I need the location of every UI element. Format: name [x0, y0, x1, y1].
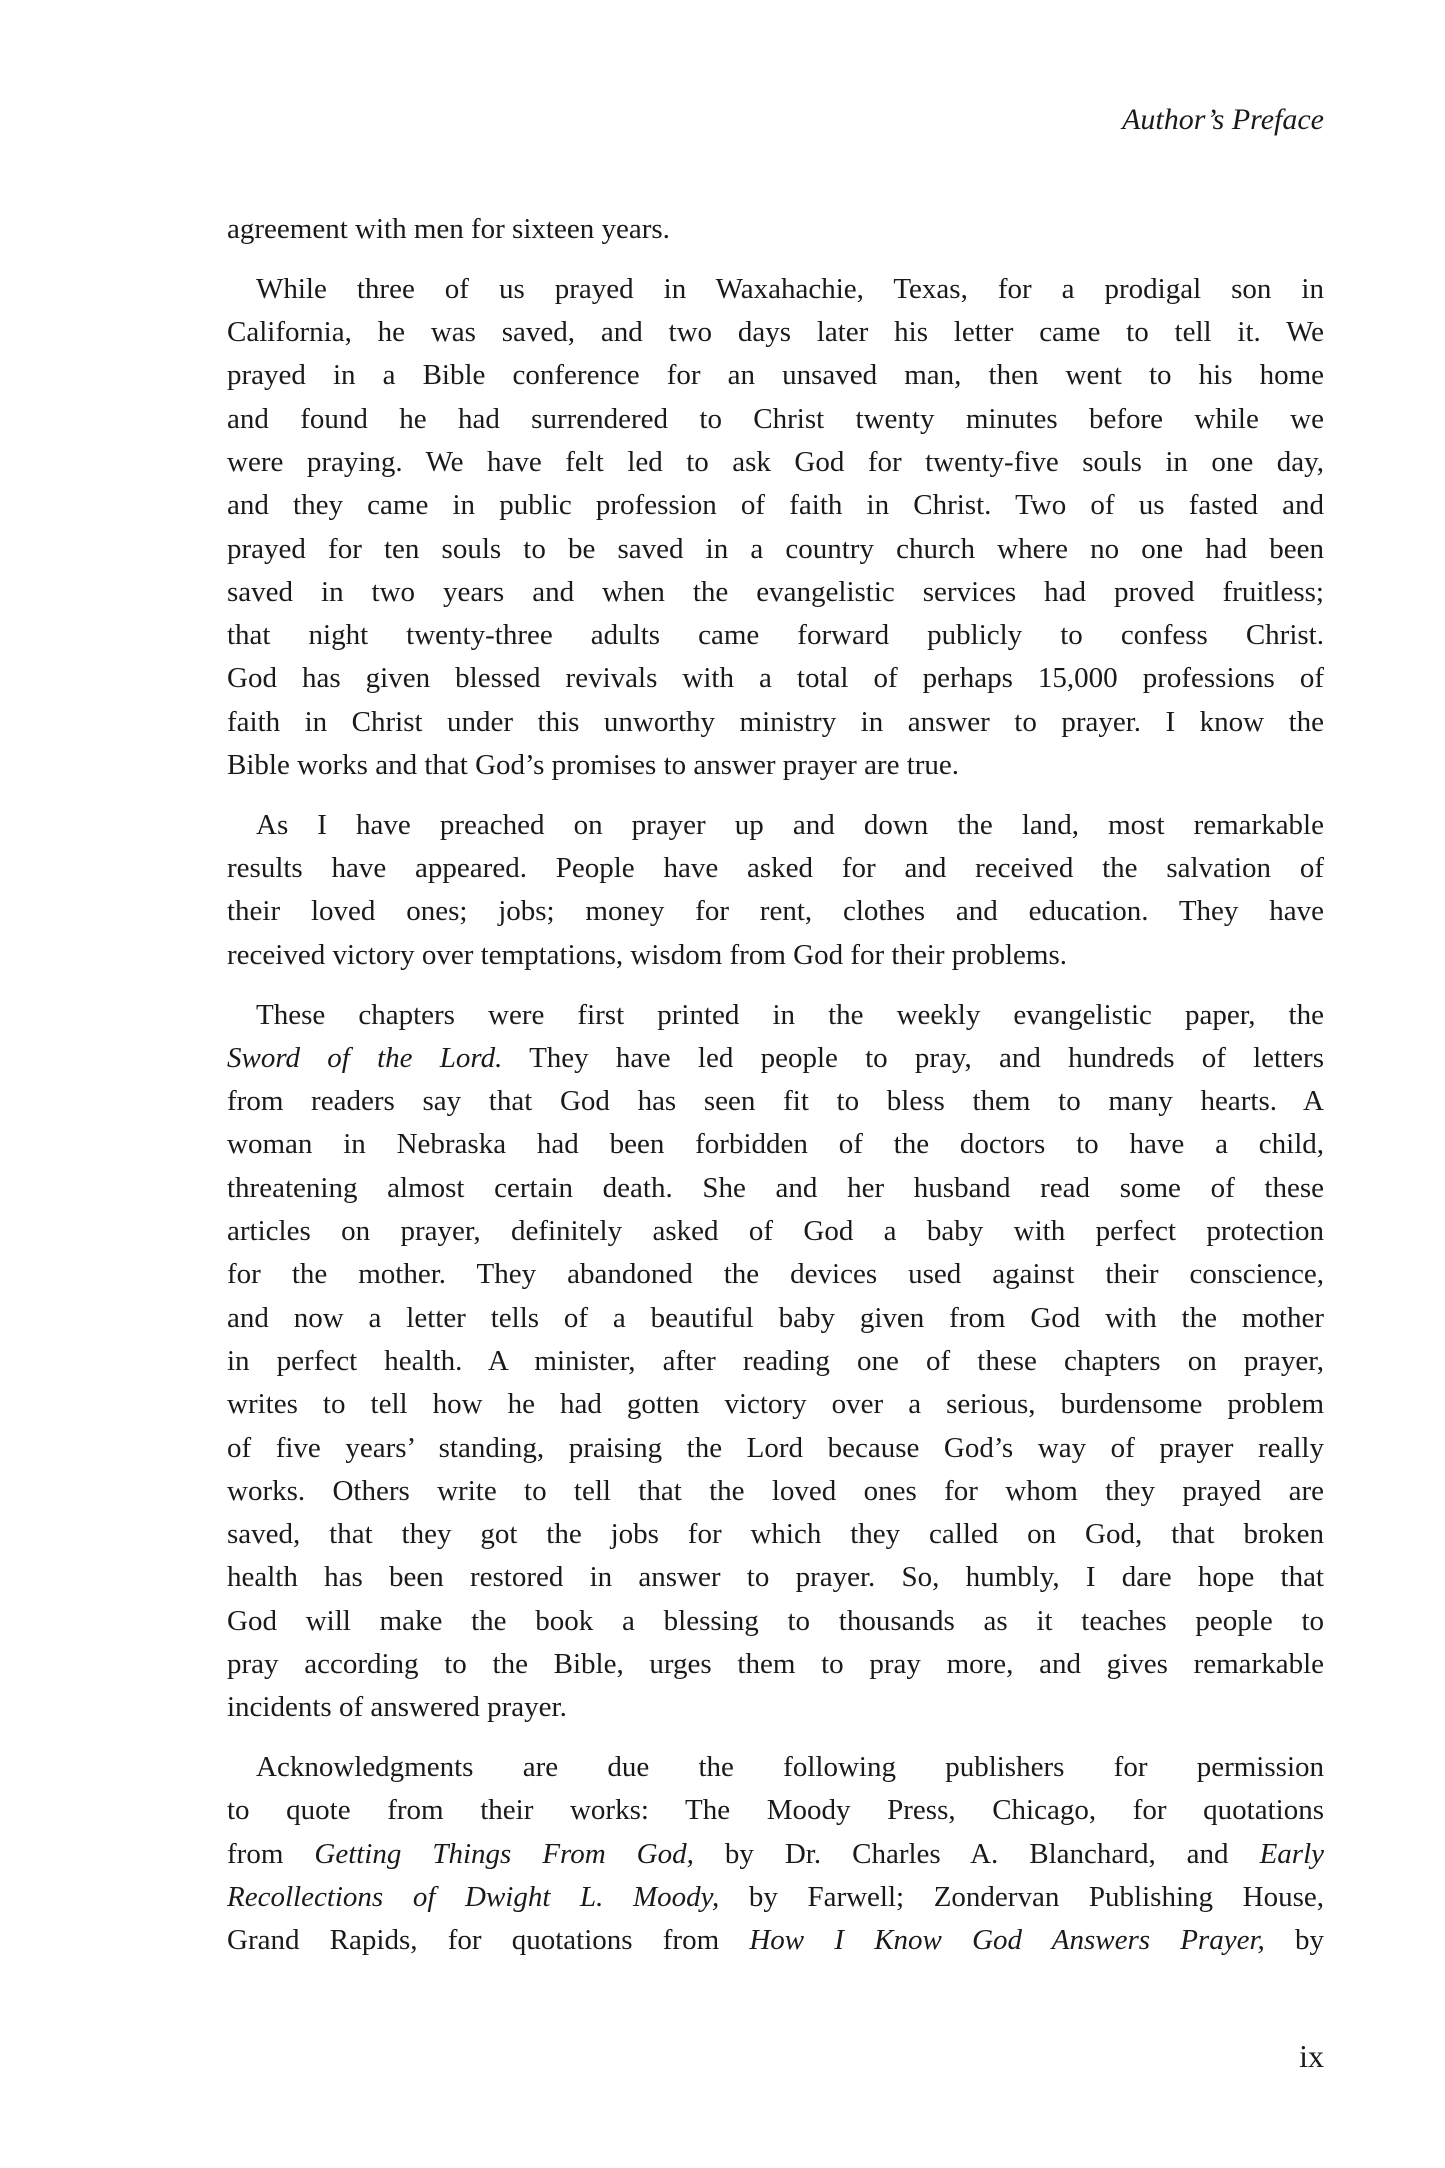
text-line: God will make the book a blessing to thousands as it teaches people to — [227, 1604, 1324, 1637]
paragraph — [227, 268, 1324, 788]
text-line: in perfect health. A minister, after reading one of these chapters on prayer, — [227, 1344, 1324, 1377]
text-line: to quote from their works: The Moody Press, Chicago, for quotations — [227, 1794, 1324, 1827]
running-head: Author’s Preface — [1122, 103, 1324, 136]
text-line: prayed in a Bible conference for an unsaved man, then went to his home — [227, 359, 1324, 392]
text-line: received victory over temptations, wisdom from God for their problems. — [227, 938, 1067, 971]
text-line: writes to tell how he had gotten victory over a serious, burdensome problem — [227, 1388, 1324, 1421]
paragraph — [227, 208, 1324, 251]
text-line: California, he was saved, and two days later his letter came to tell it. We — [227, 316, 1324, 349]
text-line: Grand Rapids, for quotations from How I Know God Answers Prayer, by — [227, 1924, 1324, 1957]
text-line: Recollections of Dwight L. Moody, by Farwell; Zondervan Publishing House, — [227, 1880, 1324, 1913]
text-line: saved in two years and when the evangelistic services had proved fruitless; — [227, 575, 1324, 608]
text-line: Sword of the Lord. They have led people to pray, and hundreds of letters — [227, 1041, 1324, 1074]
text-line: threatening almost certain death. She and her husband read some of these — [227, 1171, 1324, 1204]
paragraph — [227, 804, 1324, 977]
text-line: prayed for ten souls to be saved in a country church where no one had been — [227, 532, 1324, 565]
text-line: pray according to the Bible, urges them to pray more, and gives remarkable — [227, 1648, 1324, 1680]
italic-title: How I Know God Answers Prayer, — [749, 1924, 1265, 1957]
text-line: These chapters were first printed in the weekly evangelistic paper, the — [256, 998, 1324, 1031]
italic-title: Sword of the Lord. — [227, 1041, 503, 1074]
text-line: from readers say that God has seen fit to bless them to many hearts. A — [227, 1085, 1324, 1118]
italic-title: Getting Things From God, — [314, 1837, 694, 1870]
text-line: and found he had surrendered to Christ twenty minutes before while we — [227, 402, 1324, 435]
text-line: of five years’ standing, praising the Lord because God’s way of prayer really — [227, 1431, 1324, 1464]
text-line: their loved ones; jobs; money for rent, clothes and education. They have — [227, 895, 1324, 928]
text-line: faith in Christ under this unworthy ministry in answer to prayer. I know the — [227, 705, 1324, 738]
text-line: that night twenty-three adults came forward publicly to confess Christ. — [227, 619, 1324, 652]
italic-title: Early — [1259, 1837, 1324, 1870]
text-line: While three of us prayed in Waxahachie, Texas, for a prodigal son in — [256, 272, 1324, 305]
italic-title: Recollections of Dwight L. Moody, — [227, 1880, 720, 1913]
paragraph — [227, 1746, 1324, 1962]
page-number: ix — [1299, 2038, 1324, 2074]
text-line: As I have preached on prayer up and down the land, most remarkable — [256, 808, 1324, 841]
text-line: woman in Nebraska had been forbidden of the doctors to have a child, — [227, 1128, 1324, 1161]
text-line: and they came in public profession of faith in Christ. Two of us fasted and — [227, 489, 1324, 522]
text-line: were praying. We have felt led to ask God for twenty-five souls in one day, — [227, 445, 1324, 478]
text-line: agreement with men for sixteen years. — [227, 213, 670, 245]
text-line: for the mother. They abandoned the devices used against their conscience, — [227, 1258, 1324, 1291]
text-line: incidents of answered prayer. — [227, 1691, 567, 1724]
text-line: God has given blessed revivals with a total of perhaps 15,000 professions of — [227, 662, 1324, 695]
body-text — [227, 208, 1324, 1979]
text-line: Acknowledgments are due the following publishers for permission — [256, 1751, 1324, 1784]
text-line: saved, that they got the jobs for which they called on God, that broken — [227, 1518, 1324, 1551]
text-line: results have appeared. People have asked for and received the salvation of — [227, 852, 1324, 885]
text-line: Bible works and that God’s promises to answer prayer are true. — [227, 749, 960, 782]
text-line: and now a letter tells of a beautiful baby given from God with the mother — [227, 1301, 1324, 1334]
text-line: works. Others write to tell that the loved ones for whom they prayed are — [227, 1474, 1324, 1507]
text-line: articles on prayer, definitely asked of God a baby with perfect protection — [227, 1215, 1324, 1248]
text-line: health has been restored in answer to prayer. So, humbly, I dare hope that — [227, 1561, 1324, 1594]
text-line: from Getting Things From God, by Dr. Charles A. Blanchard, and Early — [227, 1837, 1324, 1870]
paragraph — [227, 994, 1324, 1730]
